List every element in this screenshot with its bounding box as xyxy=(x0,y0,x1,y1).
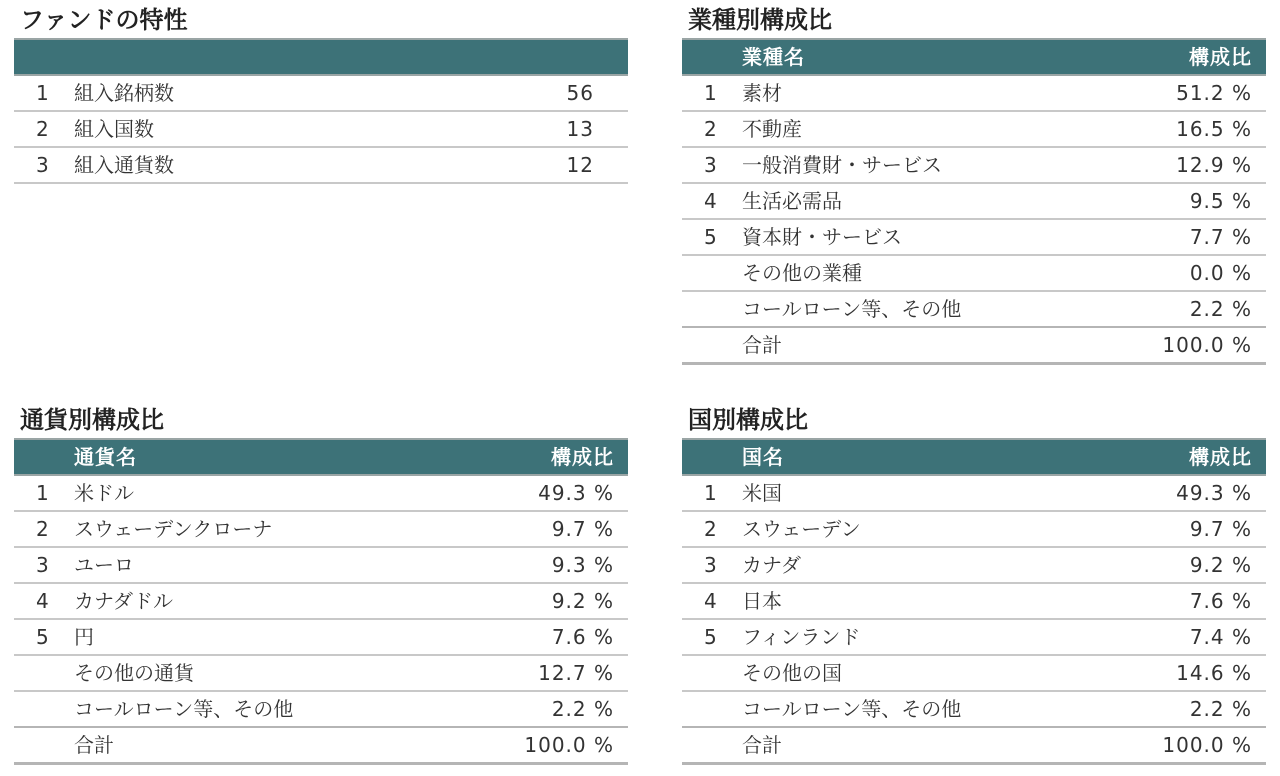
row-value: 100.0 % xyxy=(1162,333,1252,357)
table-row xyxy=(14,512,628,548)
table-row xyxy=(14,584,628,620)
row-label: 素材 xyxy=(742,81,782,105)
row-label: 合計 xyxy=(74,733,114,757)
table-row xyxy=(14,620,628,656)
row-number: 4 xyxy=(704,189,717,213)
row-label: 日本 xyxy=(742,589,782,613)
row-label: 資本財・サービス xyxy=(742,225,902,249)
row-number: 2 xyxy=(36,517,49,541)
row-label: 組入国数 xyxy=(74,117,154,141)
row-label: カナダドル xyxy=(74,589,173,613)
table-row xyxy=(14,656,628,692)
industry-composition-title: 業種別構成比 xyxy=(688,6,832,34)
fund-characteristics-title: ファンドの特性 xyxy=(20,6,188,34)
row-value: 100.0 % xyxy=(1162,733,1252,757)
row-value: 56 xyxy=(566,81,594,105)
fund-characteristics-section xyxy=(14,2,628,184)
row-number: 1 xyxy=(36,81,49,105)
table-row xyxy=(682,620,1266,656)
row-label: その他の業種 xyxy=(742,261,862,285)
table-row xyxy=(682,220,1266,256)
currency-composition-section xyxy=(14,402,628,765)
table-row xyxy=(682,76,1266,112)
table-row xyxy=(14,148,628,184)
table-row xyxy=(682,292,1266,328)
row-value: 2.2 % xyxy=(1189,297,1252,321)
row-label: コールローン等、その他 xyxy=(742,297,962,321)
table-row xyxy=(682,476,1266,512)
currency-composition-title: 通貨別構成比 xyxy=(20,406,164,434)
industry-table-header xyxy=(682,38,1266,76)
row-value: 2.2 % xyxy=(551,697,614,721)
table-row xyxy=(682,112,1266,148)
fund-table-header xyxy=(14,38,628,76)
row-label: スウェーデンクローナ xyxy=(74,517,273,541)
header-name: 業種名 xyxy=(742,45,805,69)
row-value: 9.2 % xyxy=(1189,553,1252,577)
header-name: 通貨名 xyxy=(74,445,137,469)
table-row xyxy=(682,184,1266,220)
country-composition-title: 国別構成比 xyxy=(688,406,808,434)
row-value: 49.3 % xyxy=(538,481,614,505)
row-number: 4 xyxy=(36,589,49,613)
row-value: 2.2 % xyxy=(1189,697,1252,721)
row-label: 合計 xyxy=(742,333,782,357)
row-label: 組入銘柄数 xyxy=(74,81,174,105)
table-row xyxy=(14,476,628,512)
row-number: 1 xyxy=(704,481,717,505)
table-row xyxy=(682,692,1266,728)
table-total-row xyxy=(14,726,628,765)
table-row xyxy=(682,548,1266,584)
row-number: 5 xyxy=(704,225,717,249)
table-row xyxy=(14,112,628,148)
row-number: 2 xyxy=(36,117,49,141)
row-label: フィンランド xyxy=(742,625,861,649)
row-number: 2 xyxy=(704,117,717,141)
row-value: 12.7 % xyxy=(538,661,614,685)
table-row xyxy=(14,76,628,112)
row-number: 5 xyxy=(704,625,717,649)
table-row xyxy=(682,256,1266,292)
row-value: 51.2 % xyxy=(1176,81,1252,105)
row-value: 49.3 % xyxy=(1176,481,1252,505)
industry-composition-section xyxy=(682,2,1266,365)
row-value: 7.6 % xyxy=(551,625,614,649)
row-label: 一般消費財・サービス xyxy=(742,153,942,177)
table-total-row xyxy=(682,726,1266,765)
row-number: 4 xyxy=(704,589,717,613)
row-label: コールローン等、その他 xyxy=(74,697,294,721)
table-row xyxy=(682,512,1266,548)
row-label: 米ドル xyxy=(74,481,134,505)
country-composition-section xyxy=(682,402,1266,765)
row-value: 9.2 % xyxy=(551,589,614,613)
header-value: 構成比 xyxy=(551,445,614,469)
header-value: 構成比 xyxy=(1189,45,1252,69)
table-row xyxy=(14,548,628,584)
row-value: 9.3 % xyxy=(551,553,614,577)
row-label: カナダ xyxy=(742,553,801,577)
row-number: 3 xyxy=(704,153,717,177)
row-number: 5 xyxy=(36,625,49,649)
row-value: 12 xyxy=(566,153,594,177)
row-label: その他の国 xyxy=(742,661,842,685)
row-label: 合計 xyxy=(742,733,782,757)
row-value: 9.7 % xyxy=(551,517,614,541)
row-value: 12.9 % xyxy=(1176,153,1252,177)
row-value: 7.4 % xyxy=(1189,625,1252,649)
header-name: 国名 xyxy=(742,445,784,469)
row-label: 米国 xyxy=(742,481,782,505)
row-value: 100.0 % xyxy=(524,733,614,757)
row-number: 3 xyxy=(36,153,49,177)
row-label: その他の通貨 xyxy=(74,661,194,685)
row-label: 不動産 xyxy=(742,117,802,141)
row-label: 組入通貨数 xyxy=(74,153,174,177)
table-row xyxy=(14,692,628,728)
row-label: ユーロ xyxy=(74,553,134,577)
row-label: スウェーデン xyxy=(742,517,861,541)
row-value: 7.6 % xyxy=(1189,589,1252,613)
row-number: 3 xyxy=(704,553,717,577)
currency-table-header xyxy=(14,438,628,476)
table-row xyxy=(682,584,1266,620)
header-value: 構成比 xyxy=(1189,445,1252,469)
row-value: 0.0 % xyxy=(1189,261,1252,285)
table-total-row xyxy=(682,326,1266,365)
row-value: 13 xyxy=(566,117,594,141)
table-row xyxy=(682,148,1266,184)
row-label: コールローン等、その他 xyxy=(742,697,962,721)
row-number: 2 xyxy=(704,517,717,541)
row-label: 円 xyxy=(74,625,94,649)
row-value: 9.7 % xyxy=(1189,517,1252,541)
row-value: 16.5 % xyxy=(1176,117,1252,141)
row-value: 7.7 % xyxy=(1189,225,1252,249)
row-value: 9.5 % xyxy=(1189,189,1252,213)
row-number: 1 xyxy=(36,481,49,505)
row-number: 3 xyxy=(36,553,49,577)
table-row xyxy=(682,656,1266,692)
row-number: 1 xyxy=(704,81,717,105)
country-table-header xyxy=(682,438,1266,476)
row-value: 14.6 % xyxy=(1176,661,1252,685)
row-label: 生活必需品 xyxy=(742,189,842,213)
